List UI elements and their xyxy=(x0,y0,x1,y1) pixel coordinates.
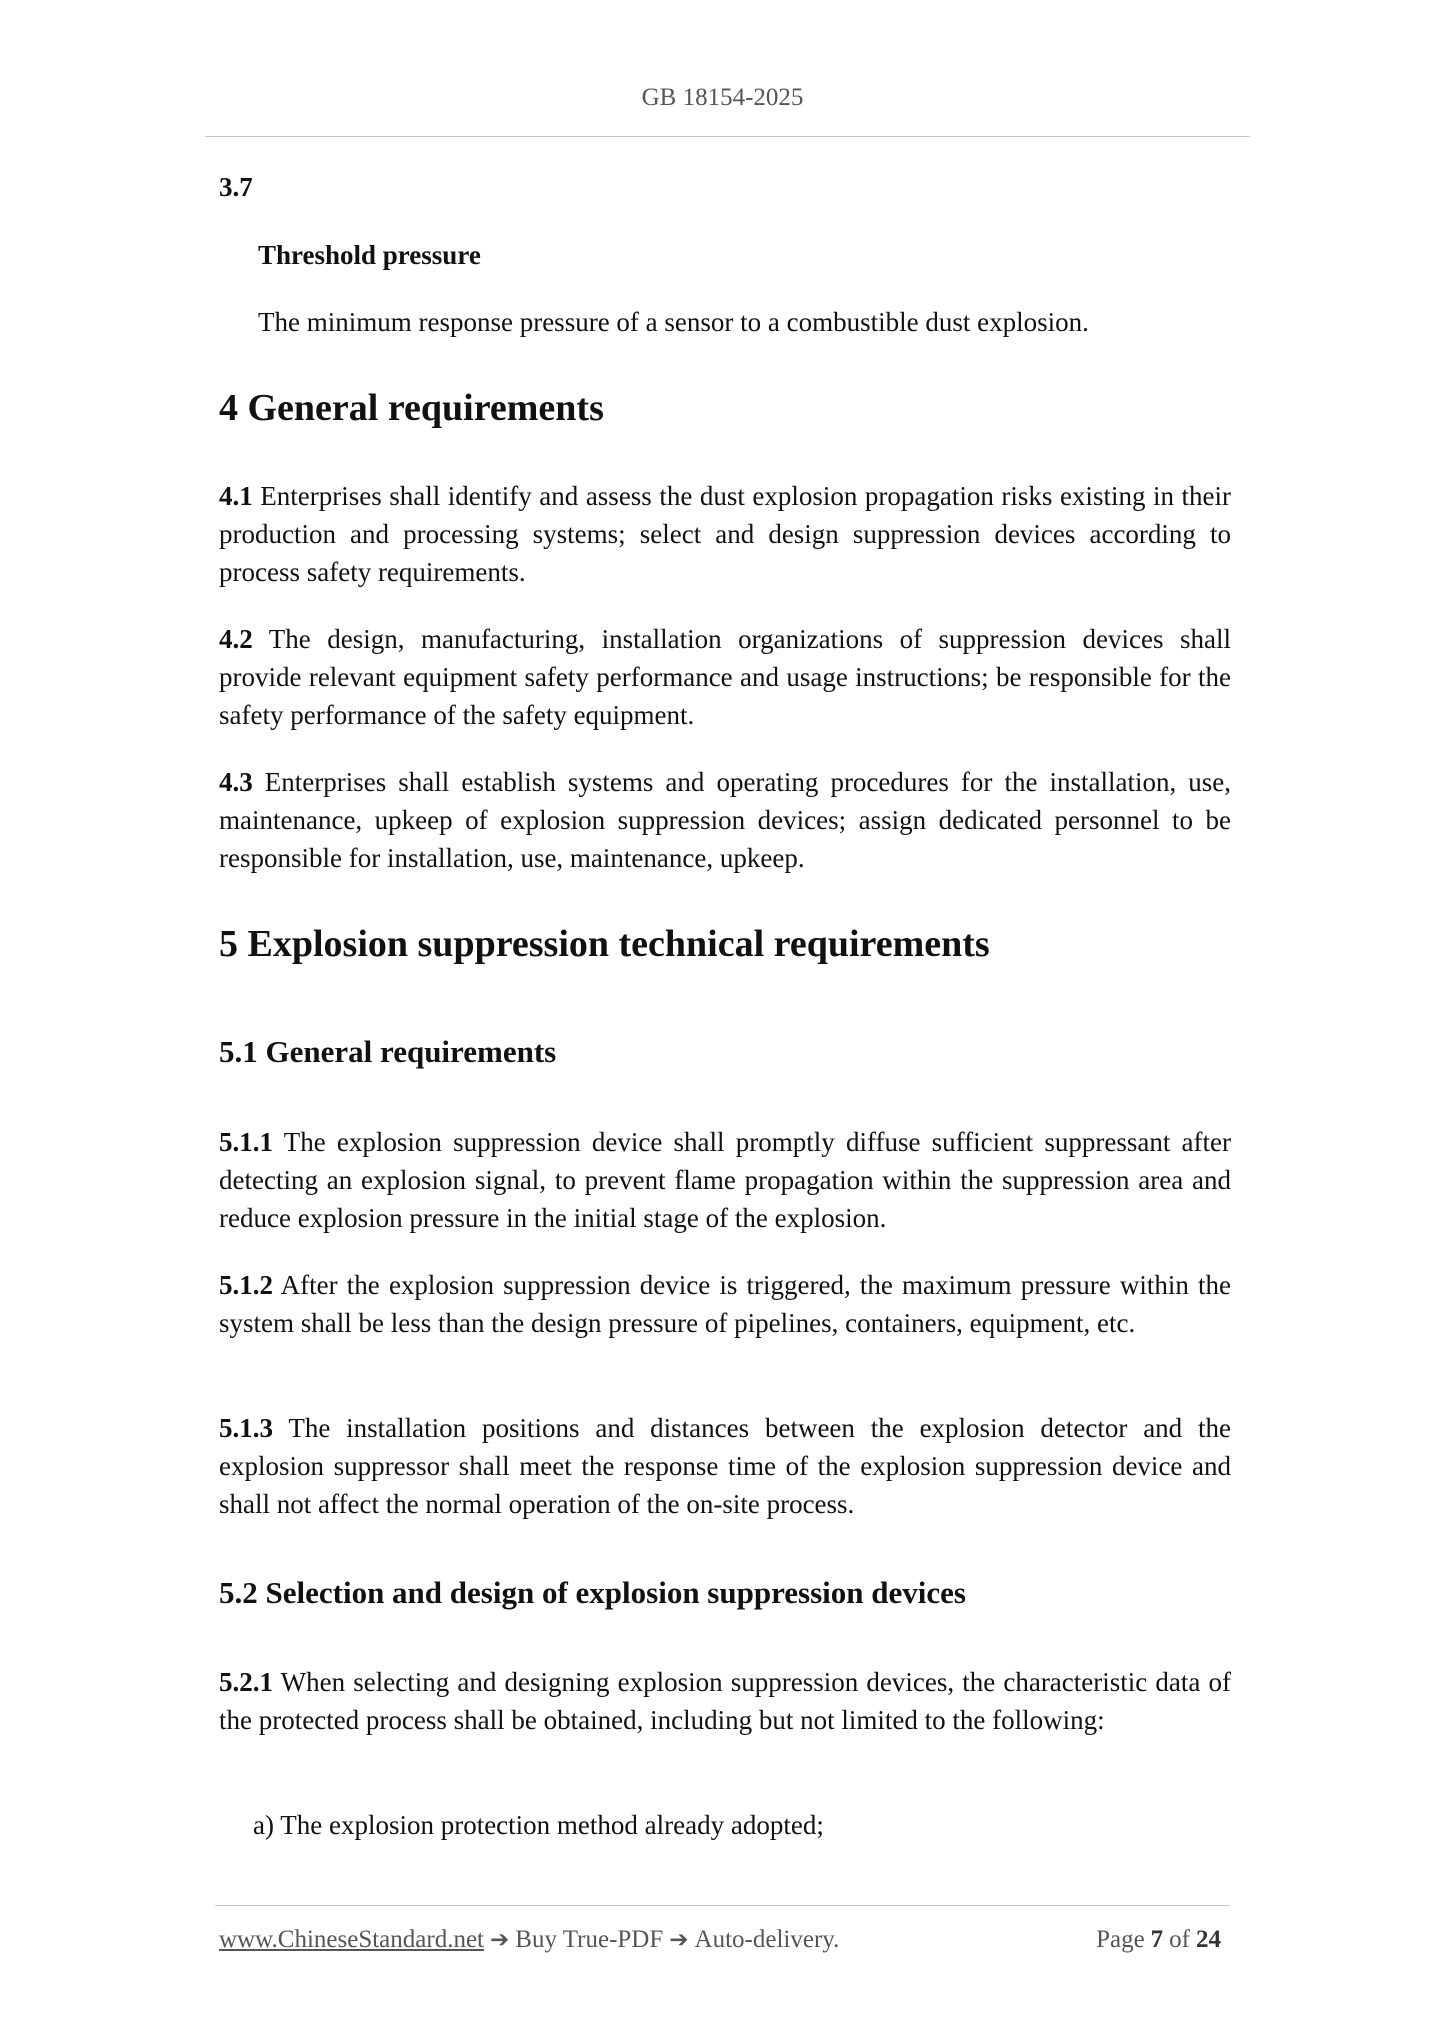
clause-text: The design, manufacturing, installation organizations of suppression devices shall provide relevant equipment safety performance and usage instructions; be responsible for the safety performance of the safety equipment. xyxy=(219,624,1231,730)
footer-divider xyxy=(215,1905,1230,1906)
of-label: of xyxy=(1169,1926,1190,1953)
clause-number: 3.7 xyxy=(219,172,253,202)
clause-number: 5.1.1 xyxy=(219,1127,273,1157)
clause-4-2 xyxy=(219,620,1231,734)
clause-text: The explosion suppression device shall promptly diffuse sufficient suppressant after detecting an explosion signal, to prevent flame propagation within the suppression area and reduce explosion pressure in the initial stage of the explosion. xyxy=(219,1127,1231,1233)
page-label: Page xyxy=(1096,1926,1145,1953)
clause-number: 4.2 xyxy=(219,624,253,654)
clause-5-2-1 xyxy=(219,1663,1231,1739)
clause-5-1-1 xyxy=(219,1123,1231,1237)
section-4-heading: 4 General requirements xyxy=(219,387,604,429)
arrow-right-icon: ➔ xyxy=(490,1927,510,1953)
clause-text: The installation positions and distances between the explosion detector and the explosion suppressor shall meet the response time of the explosion suppression device and shall not affect the normal operation of the on-site process. xyxy=(219,1413,1231,1519)
page-indicator xyxy=(1096,1926,1227,1954)
clause-text: Enterprises shall identify and assess the dust explosion propagation risks existing in their production and processing systems; select and design suppression devices according to process safety requirements. xyxy=(219,481,1231,587)
clause-text: When selecting and designing explosion suppression devices, the characteristic data of the protected process shall be obtained, including but not limited to the following: xyxy=(219,1667,1231,1735)
clause-text: After the explosion suppression device is triggered, the maximum pressure within the system shall be less than the design pressure of pipelines, containers, equipment, etc. xyxy=(219,1270,1231,1338)
arrow-right-icon: ➔ xyxy=(669,1927,689,1953)
page-total: 24 xyxy=(1196,1926,1221,1953)
list-item-a: a) The explosion protection method already adopted; xyxy=(253,1810,824,1840)
clause-4-1 xyxy=(219,477,1231,591)
buy-text: Buy True-PDF xyxy=(515,1926,664,1953)
section-5-2-heading: 5.2 Selection and design of explosion suppression devices xyxy=(219,1575,966,1610)
clause-number: 5.1.3 xyxy=(219,1413,273,1443)
header-divider xyxy=(205,136,1250,137)
page-current: 7 xyxy=(1150,1926,1164,1953)
footer-promo xyxy=(219,1926,839,1954)
site-link[interactable]: www.ChineseStandard.net xyxy=(219,1926,484,1953)
section-5-heading: 5 Explosion suppression technical requirements xyxy=(219,923,990,965)
clause-text: Enterprises shall establish systems and operating procedures for the installation, use, maintenance, upkeep of explosion suppression devices; assign dedicated personnel to be responsible for installation, use, maintenance, upkeep. xyxy=(219,767,1231,873)
clause-number: 4.3 xyxy=(219,767,253,797)
clause-5-1-2 xyxy=(219,1266,1231,1342)
clause-5-1-3 xyxy=(219,1409,1231,1523)
clause-4-3 xyxy=(219,763,1231,877)
clause-number: 4.1 xyxy=(219,481,253,511)
delivery-text: Auto-delivery. xyxy=(694,1926,840,1953)
term-definition: The minimum response pressure of a sensor to a combustible dust explosion. xyxy=(258,307,1089,337)
document-code-header: GB 18154-2025 xyxy=(641,84,804,111)
section-5-1-heading: 5.1 General requirements xyxy=(219,1034,557,1069)
clause-number: 5.1.2 xyxy=(219,1270,273,1300)
term-title: Threshold pressure xyxy=(258,240,481,270)
clause-number: 5.2.1 xyxy=(219,1667,273,1697)
